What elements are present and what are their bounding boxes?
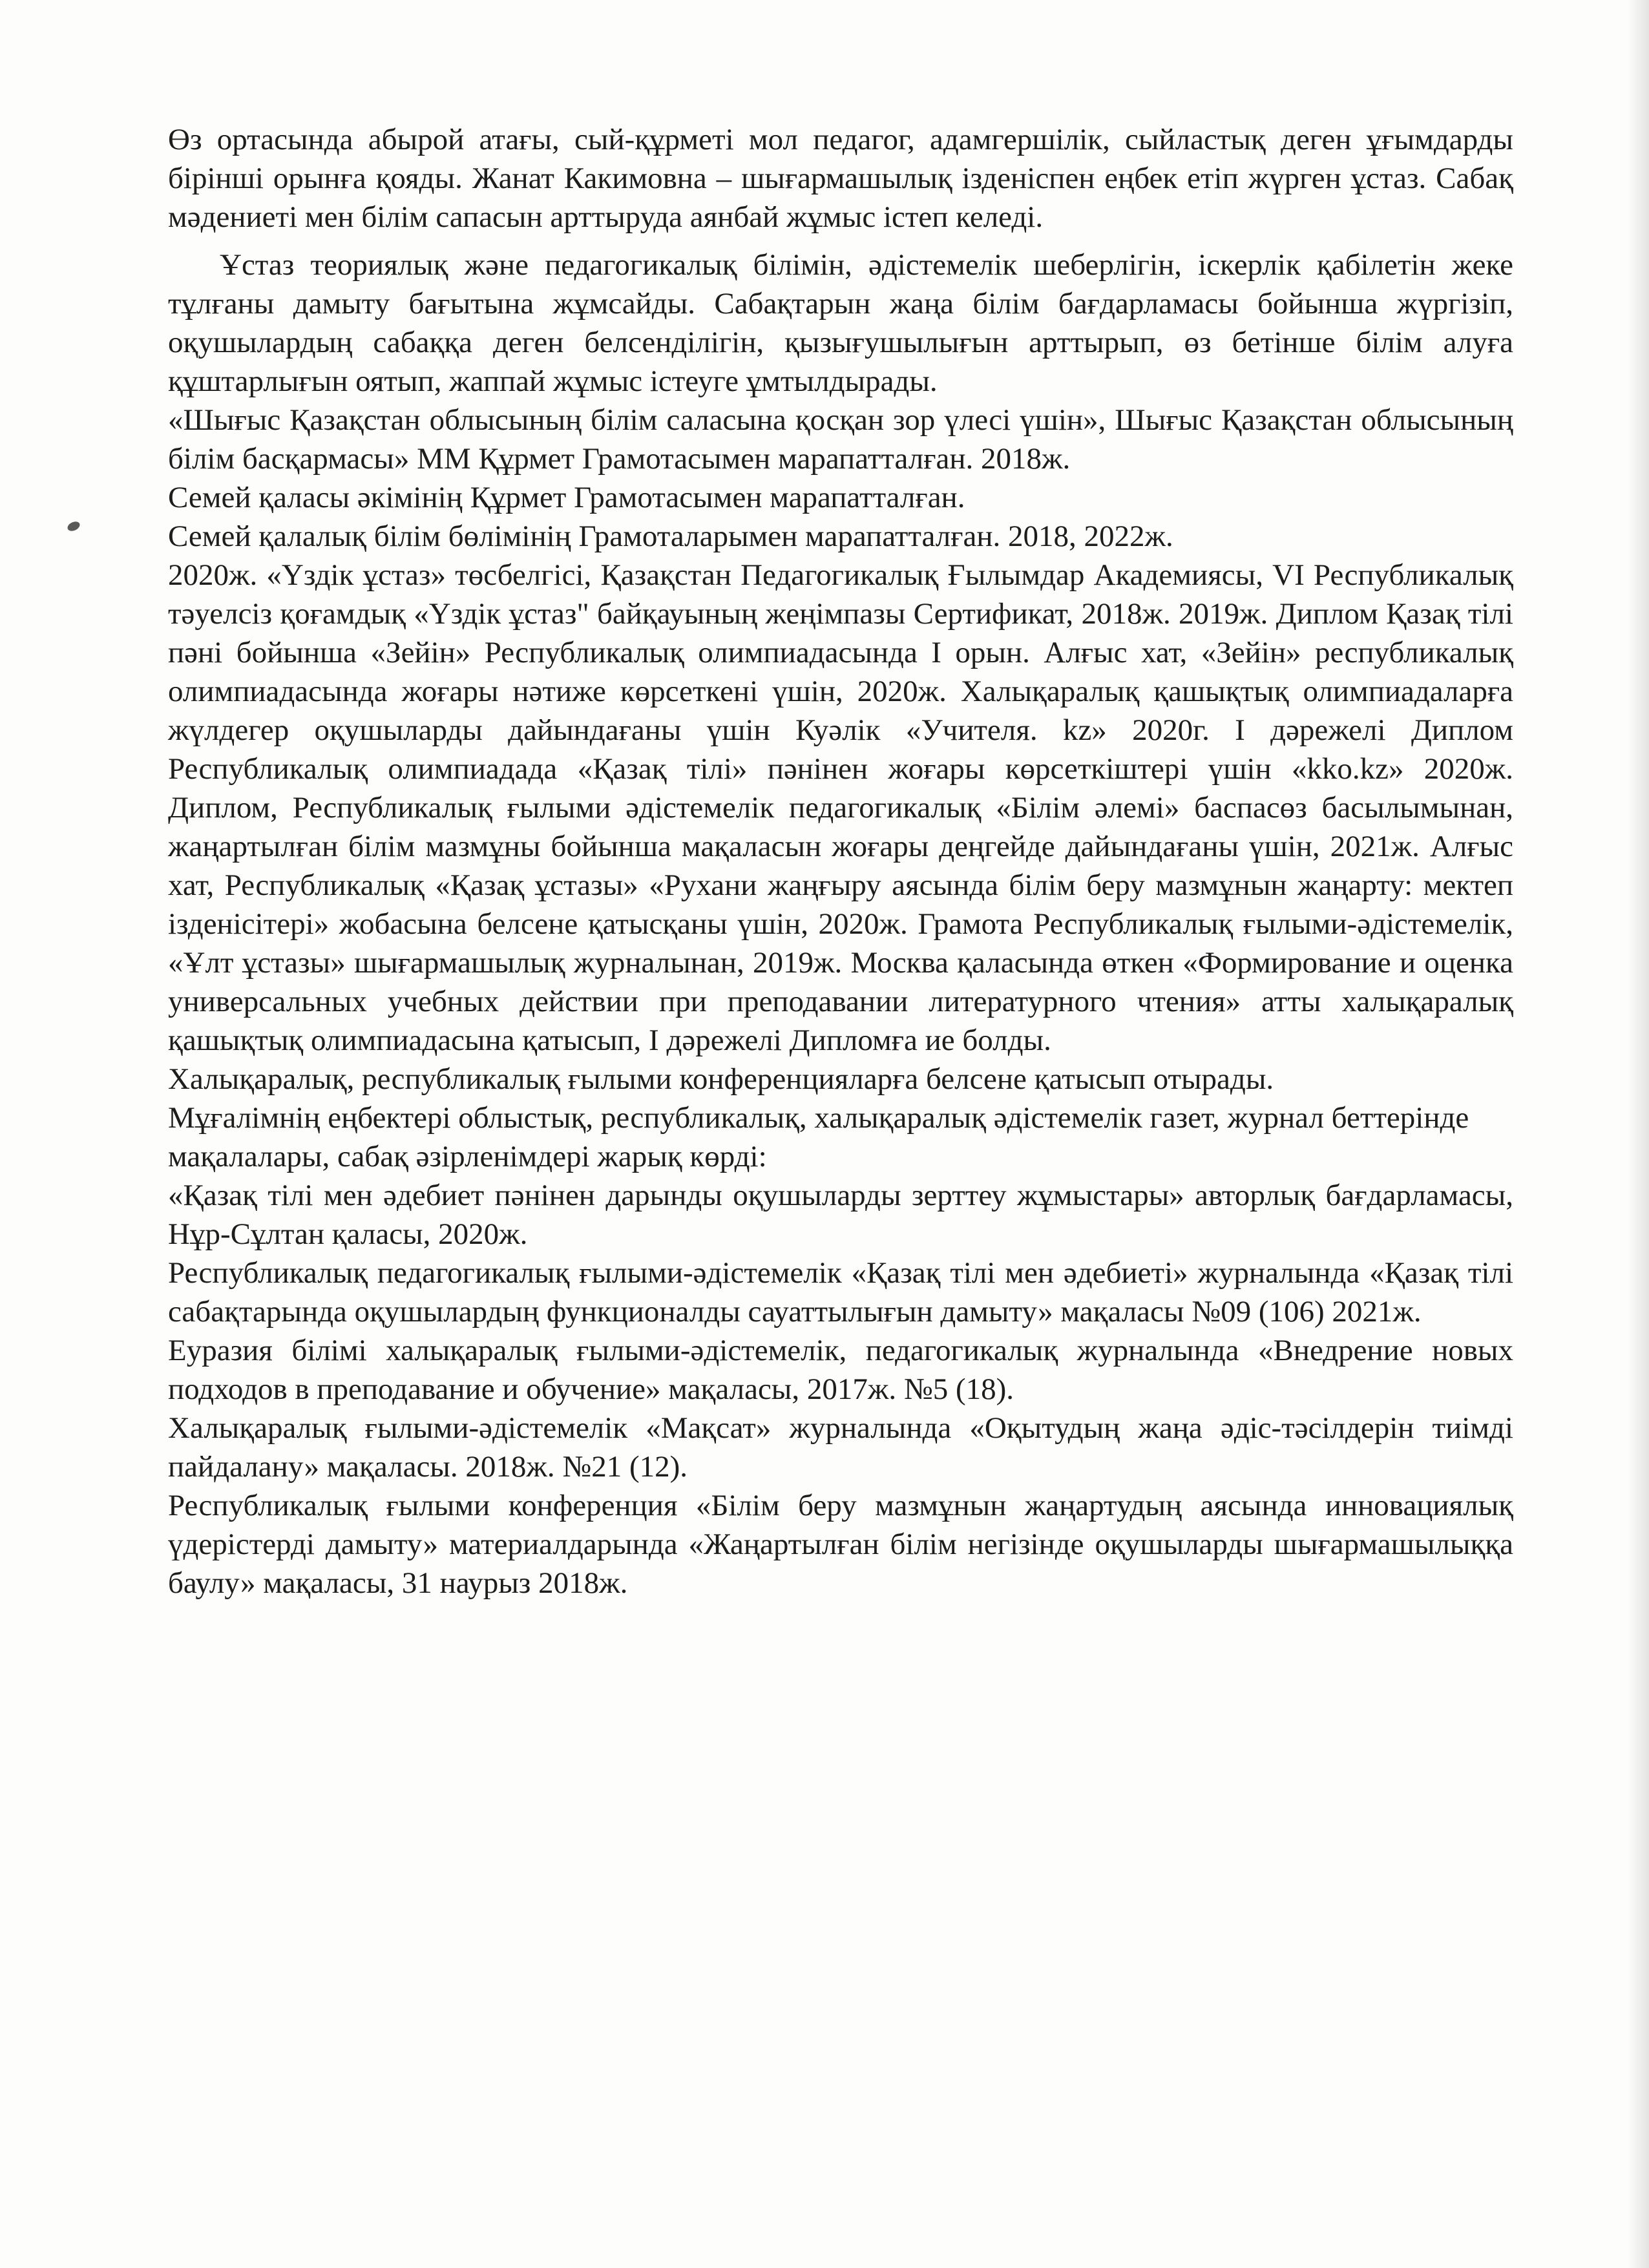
paragraph-publications-intro: Мұғалімнің еңбектері облыстық, республикалық, халықаралық әдістемелік газет, журнал беттерінде мақалалары, сабақ әзірленімдері жарық көрді:: [168, 1101, 1469, 1173]
paragraph-publication-2: Республикалық педагогикалық ғылыми-әдістемелік «Қазақ тілі мен әдебиеті» журналында «Қазақ тілі сабақтарында оқушылардың функционалды сауаттылығын дамыту» мақаласы №09 (106) 2021ж.: [168, 1256, 1513, 1328]
paragraph-achievements: 2020ж. «Үздік ұстаз» төсбелгісі, Қазақстан Педагогикалық Ғылымдар Академиясы, VI Республикалық тәуелсіз қоғамдық «Үздік ұстаз" байқауының жеңімпазы Сертификат, 2018ж. 2019ж. Диплом Қазақ тілі пәні бойынша «Зейін» Республикалық олимпиадасында I орын. Алғыс хат, «Зейін» республикалық олимпиадасында жоғары нәтиже көрсеткені үшін, 2020ж. Халықаралық қашықтық олимпиадаларға жүлдегер оқушыларды дайындағаны үшін Куәлік «Учителя. kz» 2020г. I дәрежелі Диплом Республикалық олимпиадада «Қазақ тілі» пәнінен жоғары көрсеткіштері үшін «kko.kz» 2020ж. Диплом, Республикалық ғылыми әдістемелік педагогикалық «Білім әлемі» баспасөз басылымынан, жаңартылған білім мазмұны бойынша мақаласын жоғары деңгейде дайындағаны үшін, 2021ж. Алғыс хат, Республикалық «Қазақ ұстазы» «Рухани жаңғыру аясында білім беру мазмұнын жаңарту: мектеп ізденісітері» жобасына белсене қатысқаны үшін, 2020ж. Грамота Республикалық ғылыми-әдістемелік, «Ұлт ұстазы» шығармашылық журналынан, 2019ж. Москва қаласында өткен «Формирование и оценка универсальных учебных действии при преподавании литературного чтения» атты халықаралық қашықтық олимпиадасына қатысып, I дәрежелі Дипломға ие болды.: [168, 558, 1513, 1057]
paragraph-publication-1: «Қазақ тілі мен әдебиет пәнінен дарынды оқушыларды зерттеу жұмыстары» авторлық бағдарламасы, Нұр-Сұлтан қаласы, 2020ж.: [168, 1179, 1513, 1251]
paragraph-teaching: Ұстаз теориялық және педагогикалық білімін, әдістемелік шеберлігін, іскерлік қабілетін жеке тұлғаны дамыту бағытына жұмсайды. Сабақтарын жаңа білім бағдарламасы бойынша жүргізіп, оқушылардың сабаққа деген белсенділігін, қызығушылығын арттырып, өз бетінше білім алуға құштарлығын оятып, жаппай жұмыс істеуге ұмтылдырады.: [168, 248, 1513, 398]
paragraph-award-city: Семей қалалық білім бөлімінің Грамоталарымен марапатталған. 2018, 2022ж.: [168, 520, 1173, 553]
paragraph-conferences: Халықаралық, республикалық ғылыми конференцияларға белсене қатысып отырады.: [168, 1062, 1274, 1096]
paragraph-intro: Өз ортасында абырой атағы, сый-құрметі мол педагог, адамгершілік, сыйластық деген ұғымдарды бірінші орынға қояды. Жанат Какимовна – шығармашылық ізденіспен еңбек етіп жүрген ұстаз. Сабақ мәдениеті мен білім сапасын арттыруда аянбай жұмыс істеп келеді.: [168, 123, 1513, 234]
page-edge-shadow: [1627, 0, 1649, 2268]
paragraph-publication-4: Халықаралық ғылыми-әдістемелік «Мақсат» журналында «Оқытудың жаңа әдіс-тәсілдерін тиімді пайдалану» мақаласы. 2018ж. №21 (12).: [168, 1411, 1513, 1484]
ink-mark: [66, 520, 81, 532]
paragraph-publication-5: Республикалық ғылыми конференция «Білім беру мазмұнын жаңартудың аясында инновациялық үдерістерді дамыту» материалдарында «Жаңартылған білім негізінде оқушыларды шығармашылыққа баулу» мақаласы, 31 наурыз 2018ж.: [168, 1489, 1513, 1600]
paragraph-award-region: «Шығыс Қазақстан облысының білім саласына қосқан зор үлесі үшін», Шығыс Қазақстан облысының білім басқармасы» ММ Құрмет Грамотасымен марапатталған. 2018ж.: [168, 403, 1513, 476]
paragraph-publication-3: Еуразия білімі халықаралық ғылыми-әдістемелік, педагогикалық журналында «Внедрение новых подходов в преподавание и обучение» мақаласы, 2017ж. №5 (18).: [168, 1334, 1513, 1406]
document-body: [168, 120, 1513, 1602]
paragraph-award-akim: Семей қаласы әкімінің Құрмет Грамотасымен марапатталған.: [168, 481, 965, 514]
